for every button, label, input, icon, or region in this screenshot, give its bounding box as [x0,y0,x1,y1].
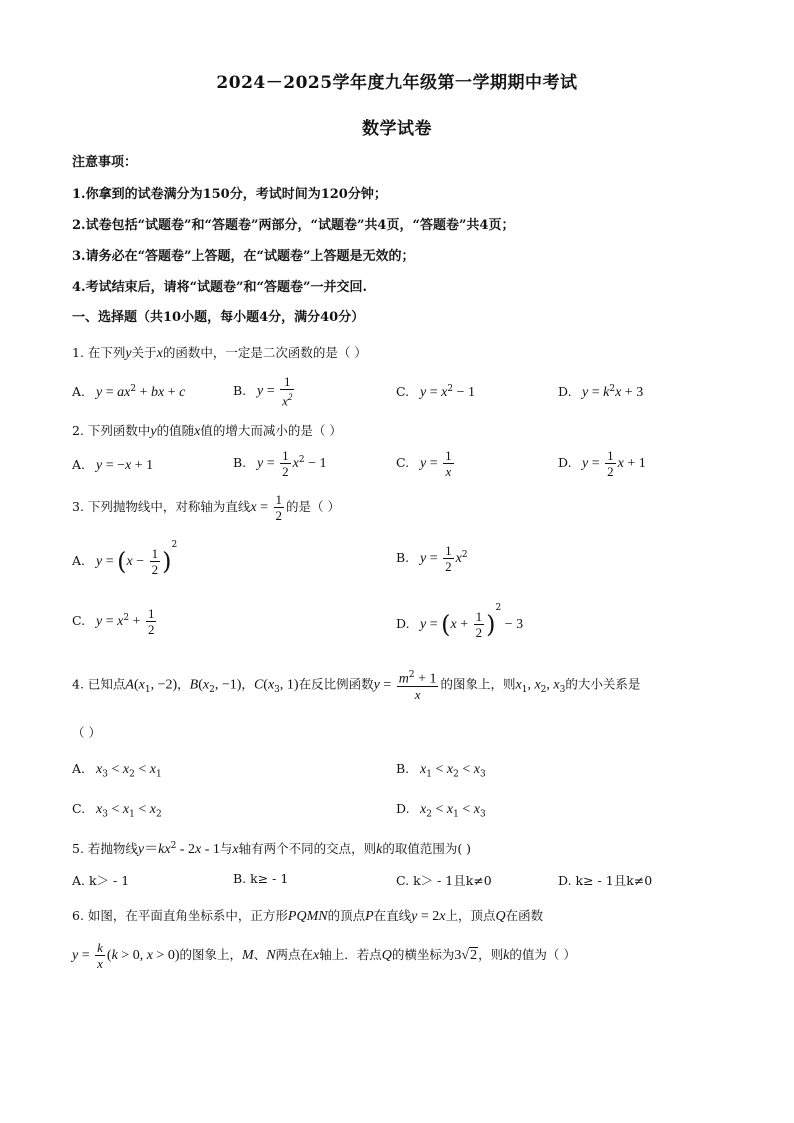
question-2-option-d: D. y = $\frac{1}{2}$ x + 1 [558,448,646,479]
note-item: 2.试卷包括“试题卷”和“答题卷”两部分，“试题卷”共4页，“答题卷”共4页； [72,218,515,233]
note-item: 4.考试结束后，请将“试题卷”和“答题卷”一并交回. [72,280,368,295]
question-5-option-d: D. k≥ - 1且k≠0 [558,873,653,888]
question-1-stem: 1. 在下列y关于x的函数中，一定是二次函数的是（ ） [72,345,367,361]
note-item: 3.请务必在“答题卷”上答题，在“试题卷”上答题是无效的； [72,249,415,264]
question-5-option-c: C. k＞ - 1且k≠0 [396,873,492,888]
question-4-option-c: C. $x_3 < x_1 < x_2$ [72,801,162,820]
question-6-stem-line2: y = $\frac{k}{x}$ (k > 0, x > 0)的图象上，M、N两点在x轴上．若点Q的横坐标为3√2，则k的值为（ ） [72,940,576,971]
question-5-option-a: A. k＞ - 1 [72,873,130,888]
question-3-stem: 3. 下列抛物线中，对称轴为直线x = $\frac{1}{2}$ 的是（ ） [72,492,341,523]
question-2-stem: 2. 下列函数中y的值随x值的增大而减小的是（ ） [72,423,342,439]
exam-title: 2024－2025学年度九年级第一学期期中考试 [216,73,578,93]
question-4-option-a: A. $x_3 < x_2 < x_1$ [72,761,162,780]
question-1-option-d: D. $y = k^2x + 3$ [558,384,644,401]
note-item: 1.你拿到的试卷满分为150分，考试时间为120分钟； [72,187,387,202]
question-3-option-b: B. y = $\frac{1}{2}$ $x^2$ [396,543,468,574]
question-2-option-c: C. y = $\frac{1}{x}$ [396,448,452,479]
question-3-option-d: D. y = (x + $\frac{1}{2}$ )$^2$ − 3 [396,603,524,640]
question-4-option-b: B. $x_1 < x_2 < x_3$ [396,761,486,780]
notes-heading: 注意事项： [72,155,138,170]
question-2-option-a: A. y = −x + 1 [72,457,154,473]
question-3-option-a: A. y = (x − $\frac{1}{2}$ )$^2$ [72,540,178,577]
section-heading: 一、选择题（共10小题，每小题4分，满分40分） [72,310,365,325]
exam-subtitle: 数学试卷 [362,119,432,139]
question-1-option-b: B. y = $\frac{1}{x^2}$ [233,374,293,409]
question-2-option-b: B. y = $\frac{1}{2}$ $x^2 - 1$ [233,448,327,479]
question-5-option-b: B. k≥ - 1 [233,871,289,886]
question-1-option-a: A. $y = ax^2$ + bx + c [72,384,186,401]
question-3-option-c: C. $y = x^2$ + $\frac{1}{2}$ [72,606,155,637]
question-1-option-c: C. $y = x^2 - 1$ [396,384,475,401]
question-5-stem: 5. 若抛物线$y=kx^2 - 2x - 1$与x轴有两个不同的交点，则k的取值范围为( ) [72,840,472,857]
question-6-stem-line1: 6. 如图，在平面直角坐标系中，正方形PQMN的顶点P在直线y = 2x上，顶点Q在函数 [72,908,544,924]
question-4-paren: （ ） [72,725,101,740]
question-4-stem: 4. 已知点$A(x_1$, −2)，$B(x_2$, −1)，$C(x_3$, 1)在反比例函数y = $\frac{m^2 + 1}{x}$ 的图象上，则$x_1$, $x_2$, $x_3$的大小关系是 [72,670,641,703]
question-4-option-d: D. $x_2 < x_1 < x_3$ [396,801,486,820]
